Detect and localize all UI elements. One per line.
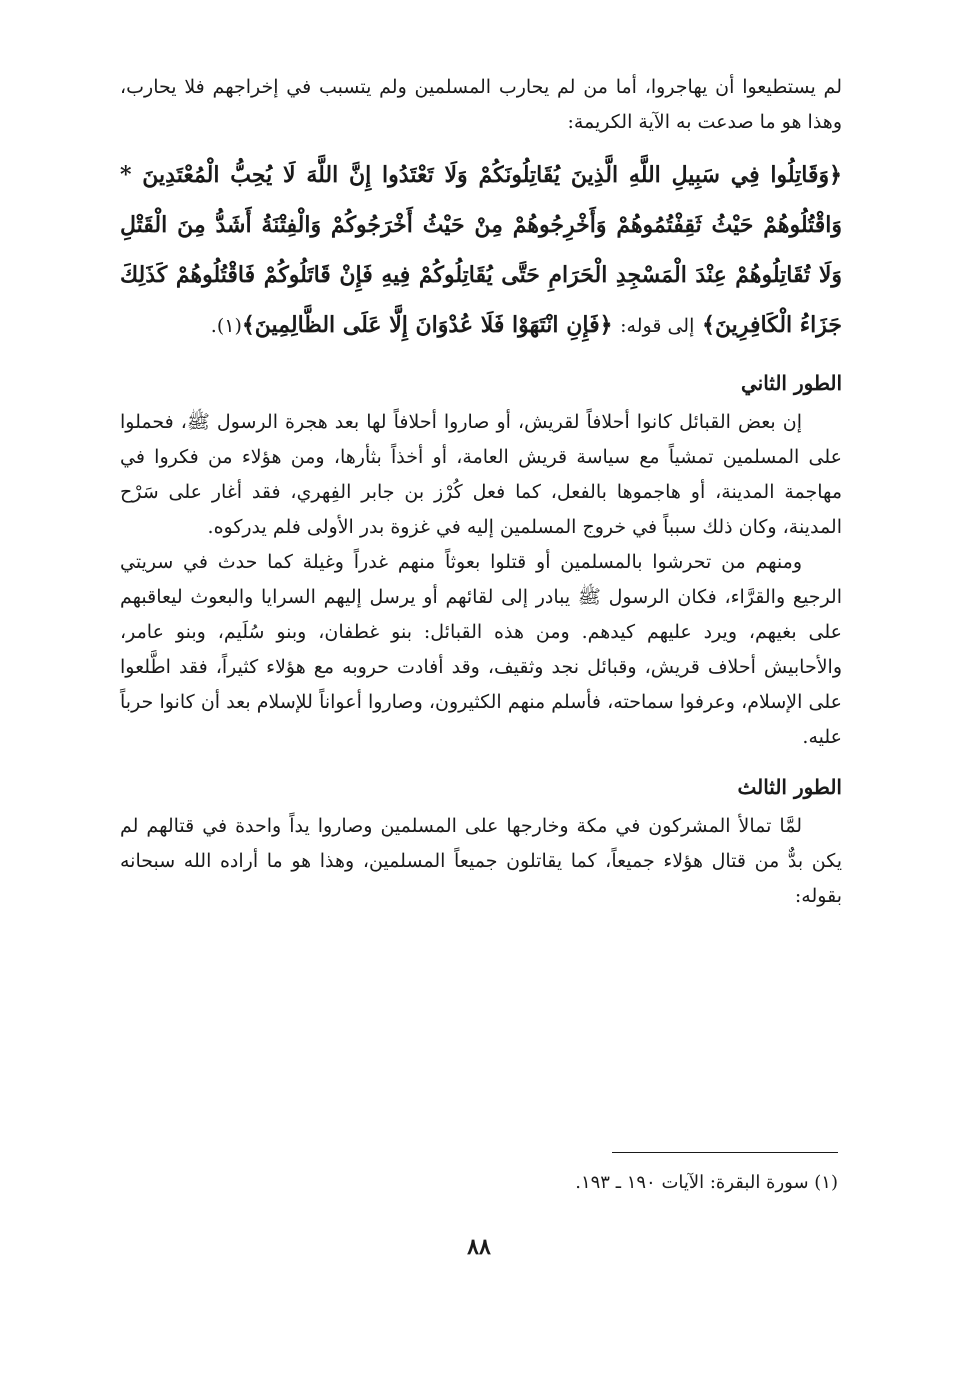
verse-connector: إلى قوله: [620, 315, 695, 337]
verse-ending: ﴿فَإِنِ انْتَهَوْا فَلَا عُدْوَانَ إِلَّا عَلَى الظَّالِمِينَ﴾ [241, 312, 613, 338]
section-two-heading: الطور الثاني [740, 371, 842, 395]
section-three-paragraph-1: لمَّا تمالأ المشركون في مكة وخارجها على المسلمين وصاروا يداً واحدة في قتالهم لم يكن بدٌّ من قتال هؤلاء جميعاً، كما يقاتلون جميعاً المسلمين، وهذا هو ما أراده الله سبحانه بقوله: [120, 815, 842, 907]
footnote-marker: (١). [210, 315, 242, 337]
footnote-divider [612, 1152, 838, 1153]
page-number: ٨٨ [467, 1234, 491, 1260]
section-two-paragraph-2: ومنهم من تحرشوا بالمسلمين أو قتلوا بعوثاً منهم غدراً وغيلة كما حدث في سريتي الرجيع والقرَّاء، فكان الرسول ﷺ يبادر إلى لقائهم أو يرسل إليهم السرايا والبعوث ليعاقبهم على بغيهم، ويرد عليهم كيدهم. ومن هذه القبائل: بنو غطفان، وبنو سُلَيم، وبنو عامر، والأحابيش أحلاف قريش، وقبائل نجد وثقيف، وقد أفادت حروبه مع هؤلاء كثيراً، فقد اطَّلعوا على الإسلام، وعرفوا سماحته، فأسلم منهم الكثيرون، وصاروا أعواناً للإسلام بعد أن كانوا حرباً عليه. [120, 551, 842, 748]
footnote: (١) سورة البقرة: الآيات ١٩٠ ـ ١٩٣. [575, 1172, 838, 1193]
section-three-heading: الطور الثالث [737, 775, 842, 799]
page-body [120, 70, 842, 914]
quran-verse [120, 150, 842, 351]
intro-paragraph: لم يستطيعوا أن يهاجروا، أما من لم يحارب المسلمين ولم يتسبب في إخراجهم فلا يحارب، وهذا هو ما صدعت به الآية الكريمة: [120, 76, 842, 133]
verse-text: ﴿وَقَاتِلُوا فِي سَبِيلِ اللَّهِ الَّذِينَ يُقَاتِلُونَكُمْ وَلَا تَعْتَدُوا إِنَّ اللَّهَ لَا يُحِبُّ الْمُعْتَدِينَ * وَاقْتُلُوهُمْ حَيْثُ ثَقِفْتُمُوهُمْ وَأَخْرِجُوهُمْ مِنْ حَيْثُ أَخْرَجُوكُمْ وَالْفِتْنَةُ أَشَدُّ مِنَ الْقَتْلِ وَلَا تُقَاتِلُوهُمْ عِنْدَ الْمَسْجِدِ الْحَرَامِ حَتَّى يُقَاتِلُوكُمْ فِيهِ فَإِنْ قَاتَلُوكُمْ فَاقْتُلُوهُمْ كَذَلِكَ جَزَاءُ الْكَافِرِينَ﴾ [120, 162, 842, 338]
section-two-paragraph-1: إن بعض القبائل كانوا أحلافاً لقريش، أو صاروا أحلافاً لها بعد هجرة الرسول ﷺ، فحملوا على المسلمين تمشياً مع سياسة قريش العامة، أو أخذاً بثأرها، ومن هؤلاء من فكروا في مهاجمة المدينة، أو هاجموها بالفعل، كما فعل كُرْز بن جابر الفِهري، فقد أغار على سَرْح المدينة، وكان ذلك سبباً في خروج المسلمين إليه في غزوة بدر الأولى فلم يدركوه. [120, 411, 842, 538]
